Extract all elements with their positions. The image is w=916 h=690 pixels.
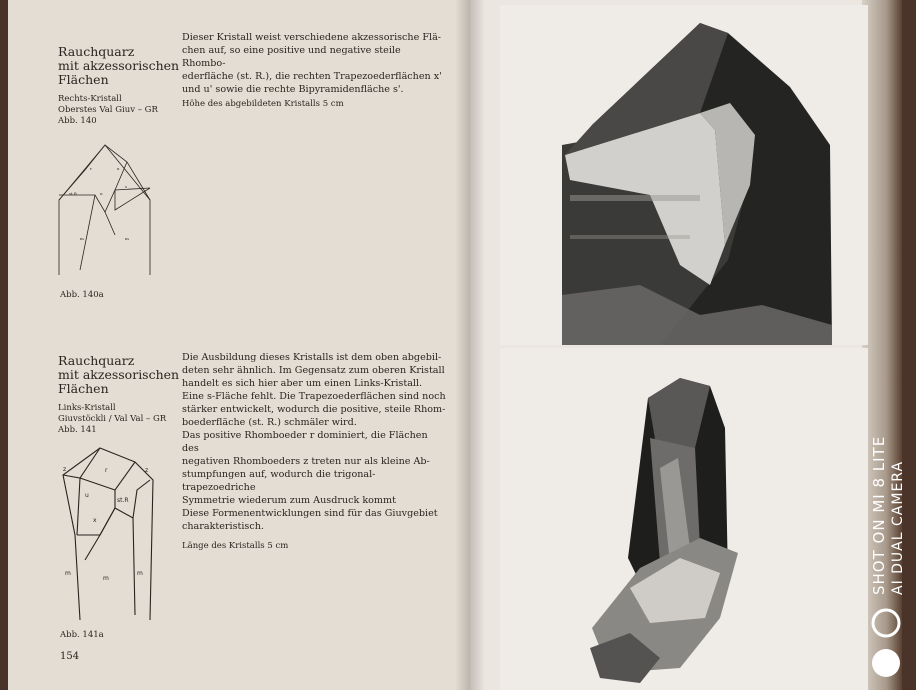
crystal-photo-140: [500, 5, 868, 345]
entry2-body-line: deten sehr ähnlich. Im Gegensatz zum oberen Kristall: [182, 365, 445, 376]
entry1-title: [58, 45, 179, 87]
entry2-body-line: Eine s-Fläche fehlt. Die Trapezoederflächen sind noch: [182, 391, 446, 402]
entry1-title-line: mit akzessorischen: [58, 58, 180, 73]
crystal-photo-141: [500, 348, 868, 690]
entry2-body-line: charakteristisch.: [182, 521, 264, 532]
entry1-body-line: chen auf, so eine positive und negative steile Rhombo-: [182, 45, 401, 69]
entry2-title-line: Rauchquarz: [58, 353, 135, 368]
face-label: x: [117, 166, 120, 171]
entry2-meta-line: Abb. 141: [58, 425, 97, 435]
entry1-meta-line: Rechts-Kristall: [58, 94, 122, 104]
face-label-m: m: [137, 570, 143, 577]
face-label-m: m: [65, 570, 71, 577]
entry2-body: [182, 351, 447, 533]
entry1-body-line: und u' sowie die rechte Bipyramidenfläche s'.: [182, 84, 404, 95]
crystal-diagram-141a: [55, 440, 165, 625]
face-label: m: [80, 236, 84, 241]
face-label-stR: st.R: [117, 497, 129, 504]
camera-watermark: [866, 430, 906, 690]
entry2-title: [58, 354, 179, 396]
face-label: r: [90, 166, 92, 171]
face-label: m: [125, 236, 129, 241]
entry2-body-line: Das positive Rhomboeder r dominiert, die Flächen des: [182, 430, 428, 454]
entry2-body-line: stärker entwickelt, wodurch die positive, steile Rhom-: [182, 404, 446, 415]
face-label-m: m: [103, 575, 109, 582]
entry1-size-note: Höhe des abgebildeten Kristalls 5 cm: [182, 99, 344, 109]
entry1-title-line: Flächen: [58, 72, 109, 87]
face-label-z: z: [145, 467, 149, 474]
entry2-body-line: Die Ausbildung dieses Kristalls ist dem oben abgebil-: [182, 352, 442, 363]
entry2-meta-line: Links-Kristall: [58, 403, 116, 413]
entry1-meta-line: Abb. 140: [58, 116, 97, 126]
entry2-body-line: stumpfungen auf, wodurch die trigonal-trapezoedriche: [182, 469, 376, 493]
entry2-body-line: boederfläche (st. R.) schmäler wird.: [182, 417, 357, 428]
face-label: u: [100, 191, 103, 196]
entry2-meta: [58, 403, 166, 436]
watermark-line1: SHOT ON MI 8 LITE: [870, 435, 888, 595]
entry1-title-line: Rauchquarz: [58, 44, 135, 59]
entry2-body-line: Symmetrie wiederum zum Ausdruck kommt: [182, 495, 396, 506]
face-label-r: r: [105, 467, 108, 474]
entry2-body-line: Diese Formenentwicklungen sind für das Giuvgebiet: [182, 508, 438, 519]
entry1-diagram-caption: Abb. 140a: [60, 290, 104, 300]
entry2-diagram-caption: Abb. 141a: [60, 630, 104, 640]
watermark-line2: AI DUAL CAMERA: [890, 460, 906, 595]
entry1-body: [182, 31, 444, 96]
entry1-body-line: Dieser Kristall weist verschiedene akzessorische Flä-: [182, 32, 442, 43]
page-number: 154: [60, 651, 80, 662]
entry2-title-line: Flächen: [58, 381, 109, 396]
entry1-meta-line: Oberstes Val Giuv – GR: [58, 105, 158, 115]
crystal-diagram-140a: [55, 140, 155, 280]
entry2-body-line: negativen Rhomboeders z treten nur als kleine Ab-: [182, 456, 430, 467]
entry1-body-line: ederfläche (st. R.), die rechten Trapezoederflächen x': [182, 71, 442, 82]
face-label: st.R: [69, 191, 77, 196]
watermark-logo-icon: [869, 605, 903, 685]
entry2-meta-line: Giuvstöckli / Val Val – GR: [58, 414, 167, 424]
entry2-size-note: Länge des Kristalls 5 cm: [182, 541, 289, 551]
face-label: s: [125, 184, 128, 189]
face-label-z: z: [63, 466, 67, 473]
entry2-body-line: handelt es sich hier aber um einen Links-Kristall.: [182, 378, 423, 389]
face-label-u: u: [85, 492, 89, 499]
book-gutter: [455, 0, 485, 690]
face-label-x: x: [93, 517, 97, 524]
entry1-meta: [58, 94, 158, 127]
entry2-title-line: mit akzessorischen: [58, 367, 180, 382]
